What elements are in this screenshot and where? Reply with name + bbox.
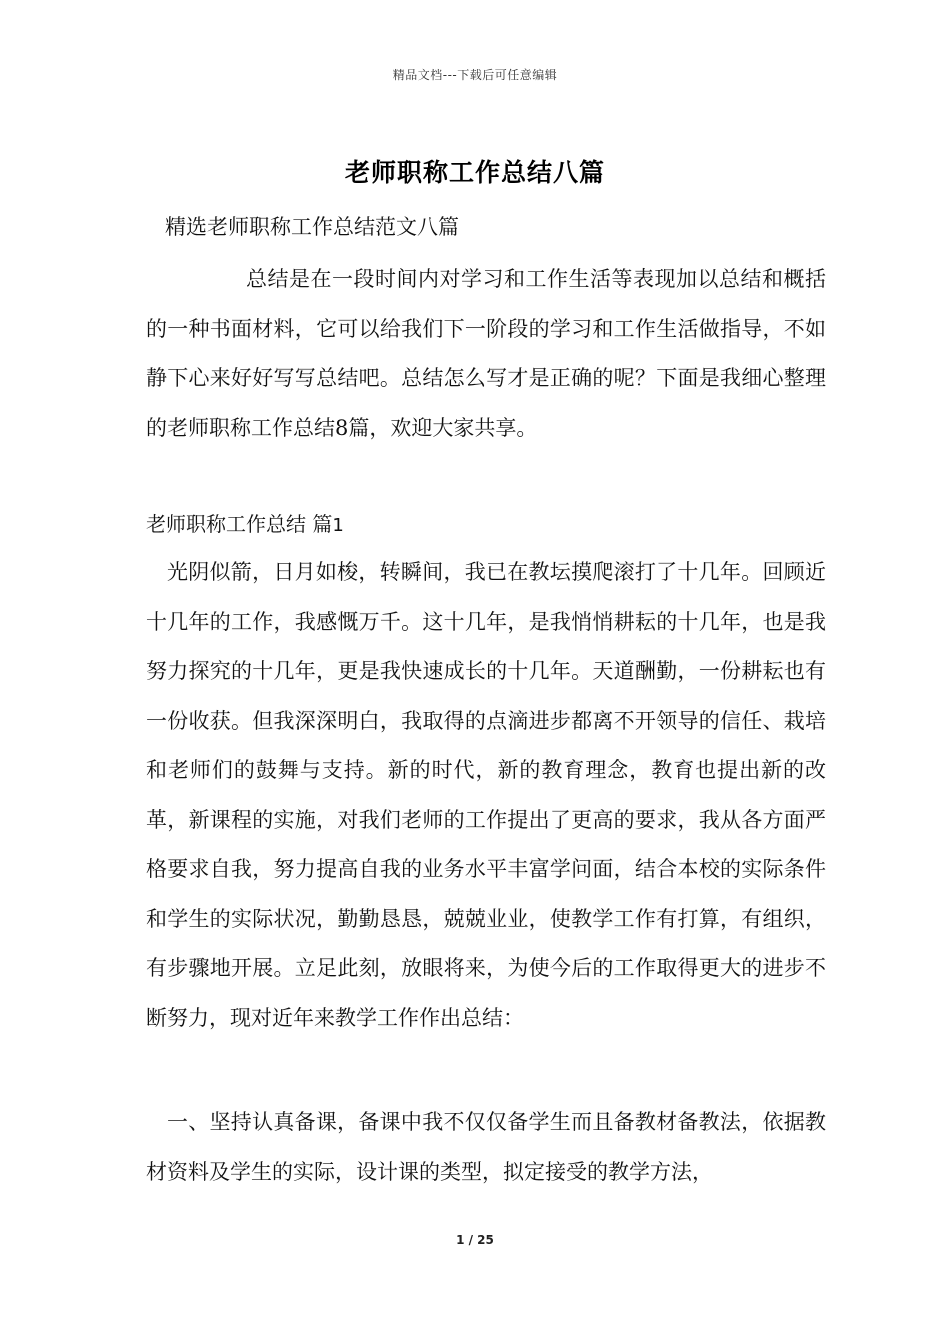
document-subtitle: 精选老师职称工作总结范文八篇 (165, 215, 459, 239)
section-heading (146, 508, 344, 537)
page-number: 1 / 25 (456, 1233, 494, 1247)
intro-paragraph: 总结是在一段时间内对学习和工作生活等表现加以总结和概括的一种书面材料，它可以给我们下一阶段的学习和工作生活做指导，不如静下心来好好写写总结吧。总结怎么写才是正确的呢？下面是我细心整理的老师职称工作总结8篇，欢迎大家共享。 (146, 267, 826, 440)
section-heading-text: 老师职称工作总结 篇 (146, 512, 333, 536)
body-paragraph: 光阴似箭，日月如梭，转瞬间，我已在教坛摸爬滚打了十几年。回顾近十几年的工作，我感慨万千。这十几年，是我悄悄耕耘的十几年，也是我努力探究的十几年，更是我快速成长的十几年。天道酬勤，一份耕耘也有一份收获。但我深深明白，我取得的点滴进步都离不开领导的信任、栽培和老师们的鼓舞与支持。新的时代，新的教育理念，教育也提出新的改革，新课程的实施，对我们老师的工作提出了更高的要求，我从各方面严格要求自我，努力提高自我的业务水平丰富学问面，结合本校的实际条件和学生的实际状况，勤勤恳恳，兢兢业业，使教学工作有打算，有组织，有步骤地开展。立足此刻，放眼将来，为使今后的工作取得更大的进步不断努力，现对近年来教学工作作出总结： (146, 560, 826, 1030)
section-number: 1 (332, 515, 344, 536)
body-paragraph: 一、坚持认真备课，备课中我不仅仅备学生而且备教材备教法，依据教材资料及学生的实际，设计课的类型，拟定接受的教学方法， (146, 1110, 826, 1184)
header-note: 精品文档---下载后可任意编辑 (392, 68, 558, 82)
document-title: 老师职称工作总结八篇 (344, 158, 605, 187)
